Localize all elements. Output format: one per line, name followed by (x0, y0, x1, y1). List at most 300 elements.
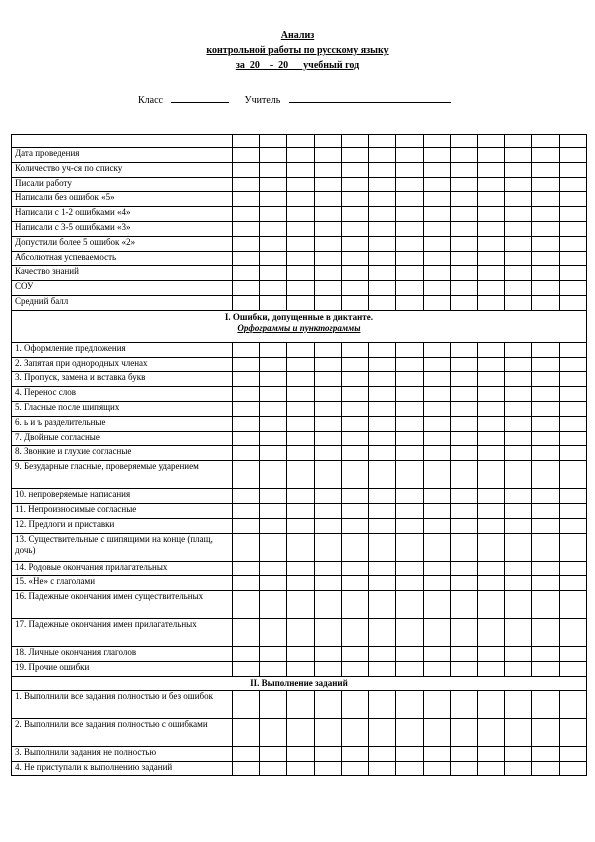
value-cell[interactable] (233, 576, 260, 591)
value-cell[interactable] (341, 148, 368, 163)
value-cell[interactable] (233, 690, 260, 718)
value-cell[interactable] (423, 461, 450, 489)
value-cell[interactable] (505, 357, 532, 372)
value-cell[interactable] (532, 236, 559, 251)
value-cell[interactable] (477, 518, 504, 533)
value-cell[interactable] (559, 761, 586, 776)
value-cell[interactable] (314, 342, 341, 357)
value-cell[interactable] (396, 647, 423, 662)
value-cell[interactable] (559, 387, 586, 402)
header-value-cell[interactable] (369, 135, 396, 148)
value-cell[interactable] (341, 416, 368, 431)
value-cell[interactable] (477, 177, 504, 192)
value-cell[interactable] (423, 357, 450, 372)
value-cell[interactable] (532, 690, 559, 718)
value-cell[interactable] (477, 251, 504, 266)
value-cell[interactable] (477, 591, 504, 619)
value-cell[interactable] (233, 533, 260, 561)
value-cell[interactable] (532, 162, 559, 177)
value-cell[interactable] (559, 207, 586, 222)
value-cell[interactable] (532, 387, 559, 402)
value-cell[interactable] (532, 576, 559, 591)
value-cell[interactable] (450, 661, 477, 676)
value-cell[interactable] (477, 446, 504, 461)
value-cell[interactable] (450, 619, 477, 647)
value-cell[interactable] (450, 576, 477, 591)
value-cell[interactable] (559, 148, 586, 163)
value-cell[interactable] (423, 148, 450, 163)
value-cell[interactable] (260, 690, 287, 718)
value-cell[interactable] (505, 718, 532, 746)
value-cell[interactable] (423, 619, 450, 647)
value-cell[interactable] (423, 533, 450, 561)
value-cell[interactable] (477, 342, 504, 357)
value-cell[interactable] (341, 461, 368, 489)
value-cell[interactable] (559, 221, 586, 236)
value-cell[interactable] (532, 503, 559, 518)
value-cell[interactable] (369, 761, 396, 776)
value-cell[interactable] (260, 192, 287, 207)
value-cell[interactable] (532, 461, 559, 489)
value-cell[interactable] (369, 619, 396, 647)
value-cell[interactable] (532, 192, 559, 207)
value-cell[interactable] (287, 162, 314, 177)
value-cell[interactable] (396, 295, 423, 310)
value-cell[interactable] (233, 177, 260, 192)
value-cell[interactable] (260, 503, 287, 518)
value-cell[interactable] (314, 148, 341, 163)
value-cell[interactable] (450, 416, 477, 431)
value-cell[interactable] (450, 177, 477, 192)
value-cell[interactable] (505, 661, 532, 676)
value-cell[interactable] (369, 148, 396, 163)
value-cell[interactable] (314, 281, 341, 296)
value-cell[interactable] (532, 591, 559, 619)
value-cell[interactable] (287, 148, 314, 163)
value-cell[interactable] (233, 503, 260, 518)
value-cell[interactable] (505, 619, 532, 647)
value-cell[interactable] (532, 251, 559, 266)
value-cell[interactable] (559, 281, 586, 296)
value-cell[interactable] (314, 503, 341, 518)
value-cell[interactable] (287, 416, 314, 431)
value-cell[interactable] (396, 746, 423, 761)
value-cell[interactable] (505, 591, 532, 619)
value-cell[interactable] (559, 489, 586, 504)
value-cell[interactable] (477, 661, 504, 676)
value-cell[interactable] (369, 576, 396, 591)
value-cell[interactable] (559, 357, 586, 372)
value-cell[interactable] (314, 690, 341, 718)
value-cell[interactable] (287, 387, 314, 402)
value-cell[interactable] (341, 342, 368, 357)
value-cell[interactable] (396, 266, 423, 281)
value-cell[interactable] (341, 431, 368, 446)
value-cell[interactable] (423, 647, 450, 662)
value-cell[interactable] (505, 401, 532, 416)
value-cell[interactable] (477, 372, 504, 387)
value-cell[interactable] (287, 251, 314, 266)
value-cell[interactable] (477, 416, 504, 431)
value-cell[interactable] (314, 591, 341, 619)
value-cell[interactable] (314, 207, 341, 222)
value-cell[interactable] (287, 431, 314, 446)
value-cell[interactable] (314, 576, 341, 591)
value-cell[interactable] (287, 281, 314, 296)
header-value-cell[interactable] (287, 135, 314, 148)
value-cell[interactable] (396, 619, 423, 647)
value-cell[interactable] (287, 461, 314, 489)
value-cell[interactable] (423, 207, 450, 222)
value-cell[interactable] (341, 446, 368, 461)
value-cell[interactable] (396, 281, 423, 296)
value-cell[interactable] (423, 446, 450, 461)
value-cell[interactable] (233, 591, 260, 619)
value-cell[interactable] (369, 647, 396, 662)
value-cell[interactable] (559, 533, 586, 561)
value-cell[interactable] (369, 561, 396, 576)
value-cell[interactable] (423, 372, 450, 387)
value-cell[interactable] (505, 431, 532, 446)
header-value-cell[interactable] (450, 135, 477, 148)
value-cell[interactable] (423, 561, 450, 576)
header-value-cell[interactable] (396, 135, 423, 148)
value-cell[interactable] (559, 192, 586, 207)
value-cell[interactable] (559, 372, 586, 387)
value-cell[interactable] (341, 387, 368, 402)
value-cell[interactable] (314, 372, 341, 387)
value-cell[interactable] (559, 416, 586, 431)
value-cell[interactable] (233, 148, 260, 163)
value-cell[interactable] (314, 162, 341, 177)
value-cell[interactable] (260, 518, 287, 533)
value-cell[interactable] (559, 518, 586, 533)
value-cell[interactable] (341, 162, 368, 177)
value-cell[interactable] (341, 357, 368, 372)
value-cell[interactable] (505, 416, 532, 431)
value-cell[interactable] (396, 387, 423, 402)
value-cell[interactable] (341, 661, 368, 676)
value-cell[interactable] (450, 295, 477, 310)
value-cell[interactable] (260, 162, 287, 177)
value-cell[interactable] (396, 518, 423, 533)
value-cell[interactable] (396, 251, 423, 266)
value-cell[interactable] (423, 416, 450, 431)
value-cell[interactable] (314, 461, 341, 489)
value-cell[interactable] (559, 342, 586, 357)
value-cell[interactable] (314, 746, 341, 761)
value-cell[interactable] (314, 446, 341, 461)
value-cell[interactable] (260, 746, 287, 761)
value-cell[interactable] (477, 431, 504, 446)
value-cell[interactable] (260, 401, 287, 416)
value-cell[interactable] (532, 177, 559, 192)
value-cell[interactable] (423, 387, 450, 402)
value-cell[interactable] (559, 236, 586, 251)
value-cell[interactable] (423, 576, 450, 591)
header-value-cell[interactable] (233, 135, 260, 148)
value-cell[interactable] (314, 221, 341, 236)
value-cell[interactable] (260, 647, 287, 662)
value-cell[interactable] (423, 177, 450, 192)
value-cell[interactable] (423, 518, 450, 533)
value-cell[interactable] (532, 647, 559, 662)
value-cell[interactable] (450, 266, 477, 281)
value-cell[interactable] (341, 518, 368, 533)
value-cell[interactable] (369, 357, 396, 372)
value-cell[interactable] (233, 561, 260, 576)
value-cell[interactable] (559, 591, 586, 619)
value-cell[interactable] (505, 192, 532, 207)
value-cell[interactable] (559, 718, 586, 746)
value-cell[interactable] (341, 266, 368, 281)
value-cell[interactable] (559, 177, 586, 192)
value-cell[interactable] (369, 661, 396, 676)
value-cell[interactable] (233, 518, 260, 533)
value-cell[interactable] (369, 461, 396, 489)
value-cell[interactable] (423, 162, 450, 177)
value-cell[interactable] (233, 192, 260, 207)
value-cell[interactable] (532, 619, 559, 647)
value-cell[interactable] (532, 718, 559, 746)
value-cell[interactable] (287, 207, 314, 222)
value-cell[interactable] (505, 761, 532, 776)
value-cell[interactable] (532, 342, 559, 357)
class-blank-field[interactable] (171, 92, 229, 103)
value-cell[interactable] (423, 236, 450, 251)
value-cell[interactable] (233, 342, 260, 357)
value-cell[interactable] (505, 162, 532, 177)
value-cell[interactable] (369, 251, 396, 266)
value-cell[interactable] (450, 489, 477, 504)
value-cell[interactable] (477, 387, 504, 402)
value-cell[interactable] (341, 718, 368, 746)
header-value-cell[interactable] (477, 135, 504, 148)
value-cell[interactable] (450, 357, 477, 372)
value-cell[interactable] (369, 431, 396, 446)
value-cell[interactable] (369, 489, 396, 504)
value-cell[interactable] (450, 518, 477, 533)
value-cell[interactable] (233, 416, 260, 431)
value-cell[interactable] (233, 761, 260, 776)
value-cell[interactable] (396, 342, 423, 357)
value-cell[interactable] (450, 148, 477, 163)
value-cell[interactable] (369, 221, 396, 236)
value-cell[interactable] (450, 690, 477, 718)
value-cell[interactable] (396, 661, 423, 676)
value-cell[interactable] (559, 690, 586, 718)
value-cell[interactable] (505, 387, 532, 402)
value-cell[interactable] (260, 177, 287, 192)
value-cell[interactable] (396, 221, 423, 236)
value-cell[interactable] (532, 431, 559, 446)
value-cell[interactable] (369, 591, 396, 619)
value-cell[interactable] (477, 162, 504, 177)
value-cell[interactable] (450, 401, 477, 416)
value-cell[interactable] (260, 295, 287, 310)
value-cell[interactable] (369, 281, 396, 296)
value-cell[interactable] (260, 661, 287, 676)
value-cell[interactable] (532, 489, 559, 504)
value-cell[interactable] (505, 266, 532, 281)
value-cell[interactable] (287, 295, 314, 310)
value-cell[interactable] (314, 518, 341, 533)
value-cell[interactable] (233, 221, 260, 236)
value-cell[interactable] (532, 518, 559, 533)
value-cell[interactable] (423, 251, 450, 266)
value-cell[interactable] (369, 718, 396, 746)
value-cell[interactable] (287, 591, 314, 619)
value-cell[interactable] (369, 207, 396, 222)
value-cell[interactable] (396, 576, 423, 591)
value-cell[interactable] (505, 372, 532, 387)
value-cell[interactable] (233, 647, 260, 662)
value-cell[interactable] (341, 207, 368, 222)
value-cell[interactable] (423, 295, 450, 310)
value-cell[interactable] (396, 162, 423, 177)
value-cell[interactable] (396, 718, 423, 746)
value-cell[interactable] (423, 401, 450, 416)
value-cell[interactable] (505, 576, 532, 591)
value-cell[interactable] (260, 561, 287, 576)
value-cell[interactable] (260, 461, 287, 489)
value-cell[interactable] (396, 236, 423, 251)
value-cell[interactable] (341, 401, 368, 416)
value-cell[interactable] (450, 207, 477, 222)
value-cell[interactable] (505, 489, 532, 504)
value-cell[interactable] (532, 533, 559, 561)
value-cell[interactable] (233, 281, 260, 296)
value-cell[interactable] (505, 342, 532, 357)
value-cell[interactable] (341, 761, 368, 776)
header-value-cell[interactable] (423, 135, 450, 148)
value-cell[interactable] (260, 251, 287, 266)
value-cell[interactable] (396, 192, 423, 207)
value-cell[interactable] (559, 162, 586, 177)
value-cell[interactable] (423, 489, 450, 504)
value-cell[interactable] (450, 221, 477, 236)
header-value-cell[interactable] (260, 135, 287, 148)
value-cell[interactable] (450, 281, 477, 296)
header-value-cell[interactable] (559, 135, 586, 148)
value-cell[interactable] (477, 266, 504, 281)
value-cell[interactable] (559, 401, 586, 416)
value-cell[interactable] (477, 619, 504, 647)
value-cell[interactable] (532, 148, 559, 163)
value-cell[interactable] (396, 401, 423, 416)
header-value-cell[interactable] (505, 135, 532, 148)
value-cell[interactable] (287, 342, 314, 357)
value-cell[interactable] (314, 387, 341, 402)
value-cell[interactable] (233, 619, 260, 647)
value-cell[interactable] (314, 177, 341, 192)
value-cell[interactable] (477, 561, 504, 576)
value-cell[interactable] (341, 690, 368, 718)
value-cell[interactable] (396, 148, 423, 163)
value-cell[interactable] (233, 251, 260, 266)
value-cell[interactable] (396, 372, 423, 387)
value-cell[interactable] (233, 461, 260, 489)
value-cell[interactable] (287, 533, 314, 561)
value-cell[interactable] (477, 718, 504, 746)
value-cell[interactable] (450, 718, 477, 746)
value-cell[interactable] (341, 503, 368, 518)
value-cell[interactable] (260, 718, 287, 746)
value-cell[interactable] (233, 661, 260, 676)
value-cell[interactable] (233, 401, 260, 416)
value-cell[interactable] (505, 148, 532, 163)
value-cell[interactable] (505, 236, 532, 251)
value-cell[interactable] (532, 372, 559, 387)
value-cell[interactable] (314, 416, 341, 431)
value-cell[interactable] (505, 647, 532, 662)
value-cell[interactable] (505, 295, 532, 310)
value-cell[interactable] (559, 251, 586, 266)
value-cell[interactable] (477, 192, 504, 207)
value-cell[interactable] (341, 221, 368, 236)
value-cell[interactable] (505, 221, 532, 236)
value-cell[interactable] (260, 221, 287, 236)
value-cell[interactable] (505, 518, 532, 533)
value-cell[interactable] (396, 357, 423, 372)
header-value-cell[interactable] (532, 135, 559, 148)
value-cell[interactable] (450, 372, 477, 387)
value-cell[interactable] (287, 401, 314, 416)
value-cell[interactable] (477, 489, 504, 504)
value-cell[interactable] (505, 207, 532, 222)
value-cell[interactable] (287, 761, 314, 776)
value-cell[interactable] (287, 690, 314, 718)
value-cell[interactable] (423, 192, 450, 207)
value-cell[interactable] (559, 647, 586, 662)
value-cell[interactable] (260, 387, 287, 402)
value-cell[interactable] (314, 236, 341, 251)
value-cell[interactable] (314, 561, 341, 576)
value-cell[interactable] (369, 295, 396, 310)
value-cell[interactable] (396, 591, 423, 619)
value-cell[interactable] (423, 221, 450, 236)
value-cell[interactable] (532, 295, 559, 310)
value-cell[interactable] (369, 446, 396, 461)
value-cell[interactable] (341, 236, 368, 251)
value-cell[interactable] (396, 690, 423, 718)
value-cell[interactable] (396, 461, 423, 489)
value-cell[interactable] (450, 761, 477, 776)
value-cell[interactable] (260, 591, 287, 619)
value-cell[interactable] (450, 236, 477, 251)
value-cell[interactable] (341, 372, 368, 387)
value-cell[interactable] (314, 647, 341, 662)
value-cell[interactable] (450, 461, 477, 489)
value-cell[interactable] (477, 503, 504, 518)
value-cell[interactable] (369, 162, 396, 177)
value-cell[interactable] (369, 518, 396, 533)
value-cell[interactable] (314, 489, 341, 504)
value-cell[interactable] (532, 661, 559, 676)
value-cell[interactable] (505, 281, 532, 296)
value-cell[interactable] (559, 295, 586, 310)
value-cell[interactable] (559, 661, 586, 676)
value-cell[interactable] (477, 148, 504, 163)
value-cell[interactable] (559, 576, 586, 591)
value-cell[interactable] (396, 416, 423, 431)
value-cell[interactable] (450, 162, 477, 177)
value-cell[interactable] (477, 357, 504, 372)
value-cell[interactable] (532, 221, 559, 236)
value-cell[interactable] (477, 690, 504, 718)
value-cell[interactable] (450, 192, 477, 207)
value-cell[interactable] (450, 647, 477, 662)
